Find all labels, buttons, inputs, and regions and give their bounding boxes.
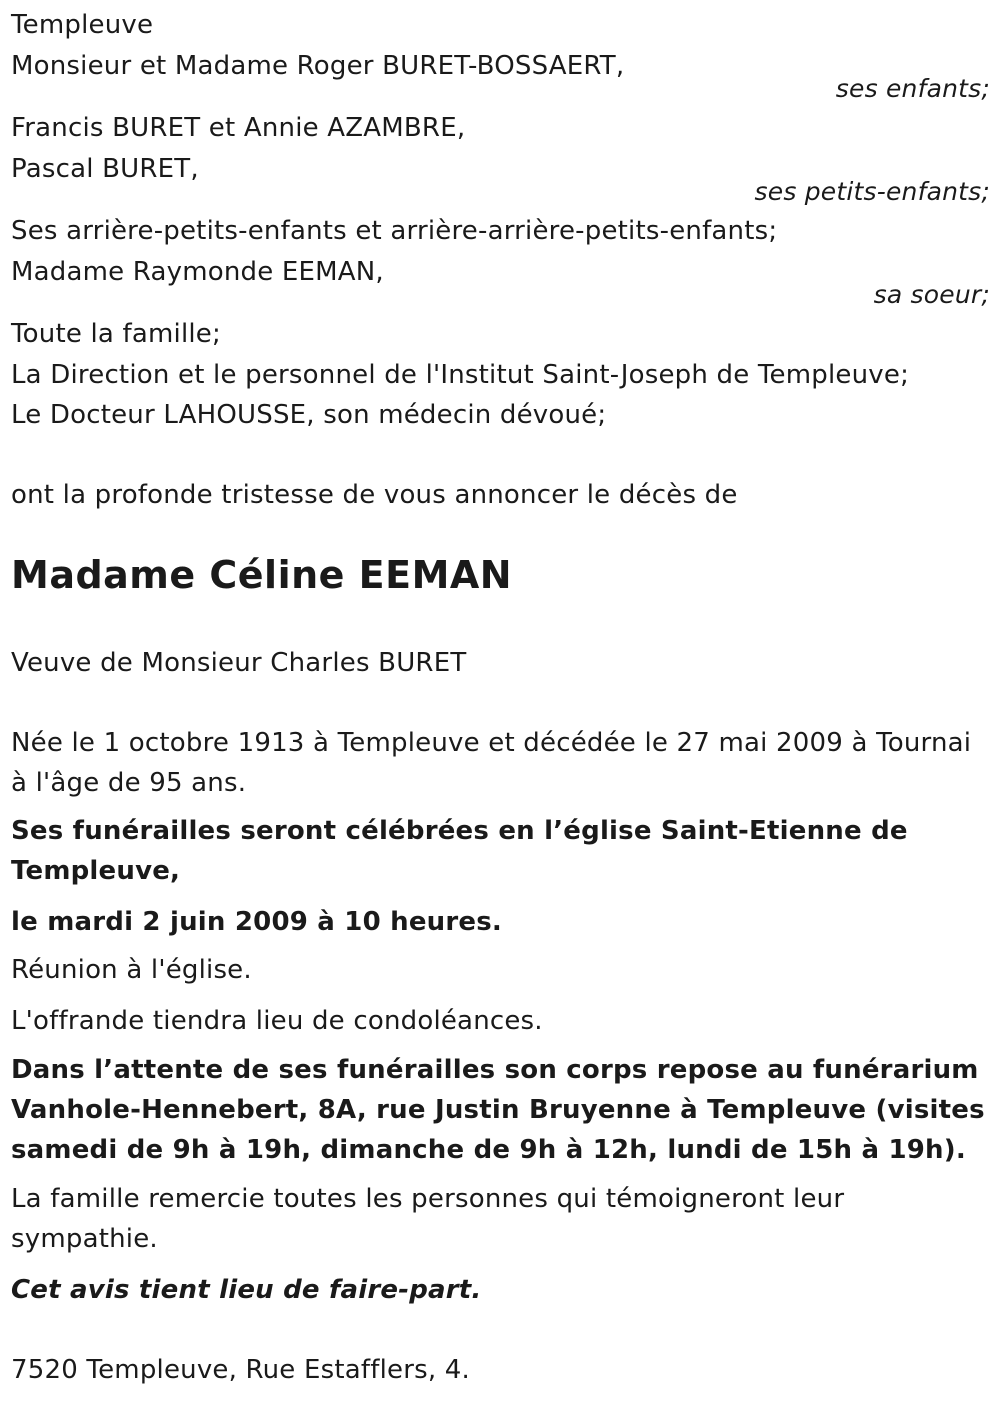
thanks-paragraph: La famille remercie toutes les personnes qui témoigneront leur sympathie. — [11, 1184, 845, 1254]
funeral-date-line: le mardi 2 juin 2009 à 10 heures. — [11, 907, 502, 937]
funeral-church-paragraph: Ses funérailles seront célébrées en l’église Saint-Etienne de Templeuve, — [11, 816, 908, 886]
deceased-name: Madame Céline EEMAN — [11, 553, 513, 597]
address-line: 7520 Templeuve, Rue Estafflers, 4. — [11, 1355, 470, 1385]
intro-line: ont la profonde tristesse de vous annoncer le décès de — [11, 480, 738, 510]
sister-line: Madame Raymonde EEMAN, — [11, 257, 384, 287]
offering-line: L'offrande tiendra lieu de condoléances. — [11, 1006, 543, 1036]
meeting-line: Réunion à l'église. — [11, 955, 252, 985]
birth-death-paragraph: Née le 1 octobre 1913 à Templeuve et décédée le 27 mai 2009 à Tournai à l'âge de 95 ans. — [11, 728, 972, 798]
great-grandchildren-line: Ses arrière-petits-enfants et arrière-arrière-petits-enfants; — [11, 216, 778, 246]
town-line: Templeuve — [11, 10, 154, 40]
grandchildren-label: ses petits-enfants; — [754, 177, 990, 206]
notice-line: Cet avis tient lieu de faire-part. — [11, 1275, 482, 1305]
widow-line: Veuve de Monsieur Charles BURET — [11, 648, 467, 678]
resting-paragraph: Dans l’attente de ses funérailles son corps repose au funérarium Vanhole-Hennebert, 8A, rue Justin Bruyenne à Templeuve (visites samedi de 9h à 19h, dimanche de 9h à 12h, lundi de 15h à 19h). — [11, 1055, 985, 1165]
whole-family-line: Toute la famille; — [11, 319, 221, 349]
grandchild-line-2: Pascal BURET, — [11, 154, 199, 184]
grandchild-line-1: Francis BURET et Annie AZAMBRE, — [11, 113, 466, 143]
children-label: ses enfants; — [835, 74, 990, 103]
sister-label: sa soeur; — [873, 280, 990, 309]
doctor-line: Le Docteur LAHOUSSE, son médecin dévoué; — [11, 400, 607, 430]
children-line: Monsieur et Madame Roger BURET-BOSSAERT, — [11, 51, 625, 81]
institute-line: La Direction et le personnel de l'Institut Saint-Joseph de Templeuve; — [11, 360, 910, 390]
